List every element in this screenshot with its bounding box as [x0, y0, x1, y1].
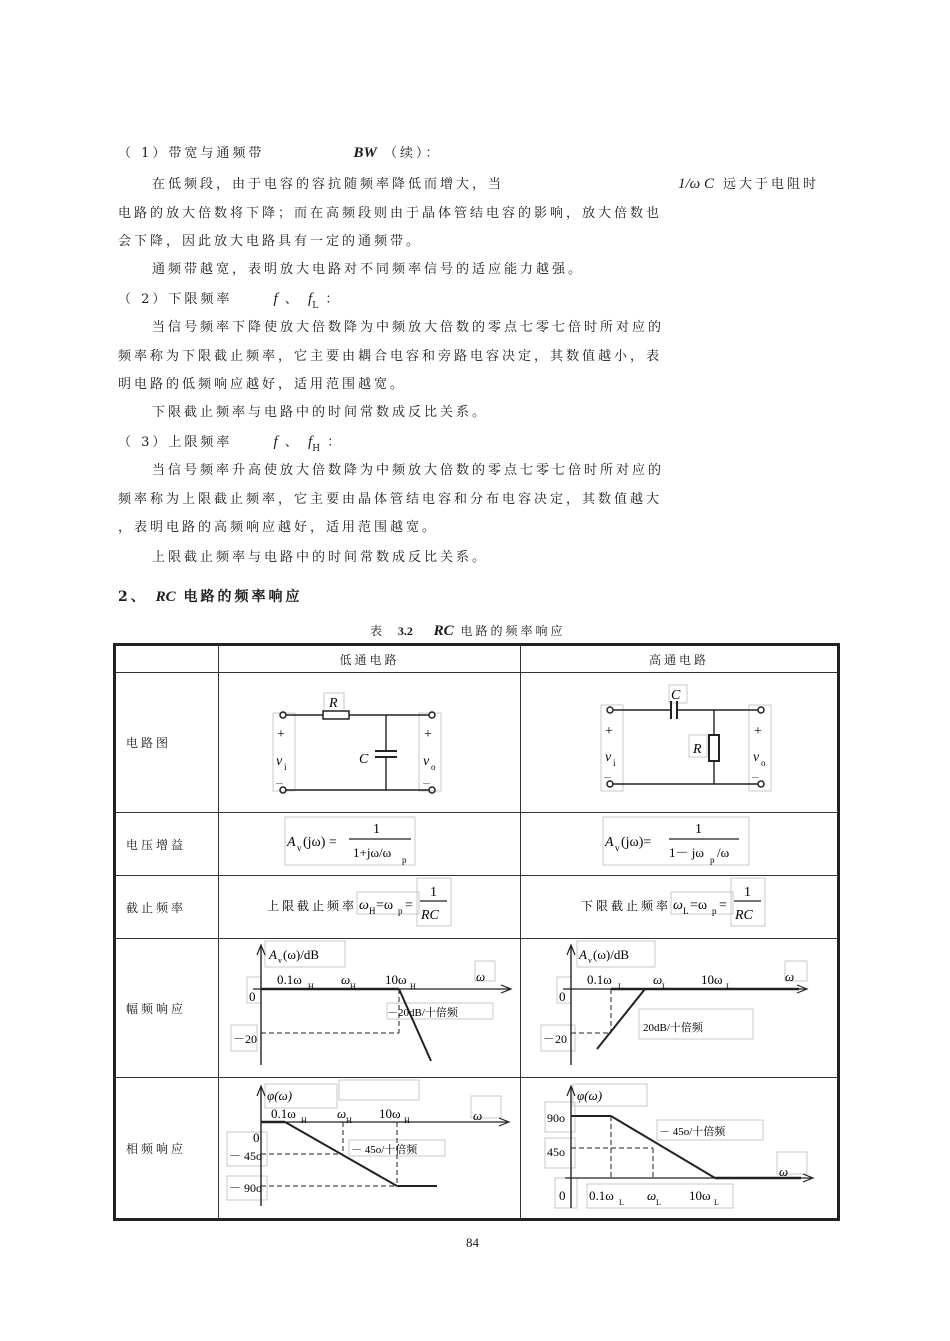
para1-line2: 电路的放大倍数将下降；而在高频段则由于晶体管结电容的影响，放大倍数也 — [118, 206, 663, 221]
hp-mag-t3-sub: L — [726, 982, 731, 991]
hp-cutoff-den: RC — [735, 908, 753, 923]
lp-mag-ylabel-rest: (ω)/dB — [283, 947, 319, 962]
caption-num: 3.2 — [397, 624, 413, 638]
heading-upper-freq-fh: f — [308, 434, 313, 450]
hp-minus-out: － — [751, 773, 761, 783]
hp-minus-in: － — [603, 773, 613, 783]
heading-upper-freq-fh-sub: H — [312, 444, 321, 454]
lp-vi-sub: i — [284, 762, 287, 772]
lp-minus-in: － — [275, 779, 285, 789]
lowpass-mag-plot — [219, 939, 519, 1073]
lp-cutoff-num: 1 — [430, 885, 437, 900]
heading-lower-freq-f: f — [273, 291, 278, 307]
col-lowpass: 低通电路 — [219, 645, 521, 673]
lowpass-phase-plot — [219, 1078, 519, 1214]
hp-cutoff-num: 1 — [744, 885, 751, 900]
lp-mag-xlabel: ω — [476, 969, 486, 984]
lp-phase-slope: － 45o/十倍频 — [351, 1144, 418, 1156]
heading-upper-freq-a: （ 3）上限频率 — [118, 435, 233, 450]
lp-mag-neg: －20 — [233, 1032, 258, 1046]
hp-mag-ylabel: A — [579, 947, 587, 962]
para2-line1: 当信号频率下降使放大倍数降为中频放大倍数的零点七零七倍时所对应的 — [152, 320, 665, 335]
heading-lower-freq-b: ： — [325, 292, 342, 307]
lp-gain-num: 1 — [373, 822, 380, 837]
heading-bandwidth-bw: BW — [353, 145, 377, 161]
lp-phase-t2: ω — [337, 1106, 347, 1121]
lp-phase-m90: － 90o — [229, 1181, 263, 1195]
lp-phase-t3: 10ω — [379, 1106, 401, 1121]
para3-line2: 频率称为上限截止频率，它主要由晶体管结电容和分布电容决定，其数值越大 — [118, 492, 663, 507]
lp-mag-t3-sub: H — [410, 982, 416, 991]
hp-gain-lhs-sub: v — [615, 843, 620, 853]
hp-mag-slope: 20dB/十倍频 — [643, 1022, 703, 1034]
lp-cutoff-w-sub: H — [369, 906, 376, 916]
row-cutoff: 截止频率 — [115, 876, 219, 939]
para2-line2: 频率称为下限截止频率，它主要由耦合电容和旁路电容决定，其数值越小，表 — [118, 349, 663, 364]
para3-line3: ，表明电路的高频响应越好，适用范围越宽。 — [118, 520, 439, 535]
lp-mag-t1-sub: H — [308, 982, 314, 991]
para1-line1-expr: 1/ω C — [678, 176, 715, 192]
hp-gain-num: 1 — [695, 822, 702, 837]
lp-vi: v — [276, 754, 283, 769]
lp-mag-t2: ω — [341, 972, 351, 987]
heading-upper-freq-b: ： — [327, 435, 344, 450]
lp-phase-zero: 0 — [253, 1130, 260, 1145]
hp-mag-xlabel: ω — [785, 969, 795, 984]
lp-mag-slope: －20dB/十倍频 — [387, 1007, 458, 1019]
hp-vo-sub: o — [761, 758, 766, 768]
lowpass-circuit-diagram — [219, 673, 519, 808]
lp-minus-out: － — [422, 779, 432, 789]
caption-b: 电路的频率响应 — [460, 624, 566, 638]
highpass-cutoff-formula — [521, 876, 837, 934]
highpass-gain-formula — [521, 813, 837, 871]
lp-gain-lhs: A — [287, 835, 296, 850]
hp-vo: v — [753, 750, 760, 765]
lp-vo-sub: o — [431, 762, 436, 772]
section2-a: 2、 — [118, 589, 148, 605]
lp-gain-den: 1+jω/ω — [353, 845, 392, 860]
section2-b: 电路的频率响应 — [183, 589, 303, 605]
lowpass-cutoff-formula — [219, 876, 519, 934]
hp-vi: v — [605, 750, 612, 765]
lp-phase-ylabel: φ(ω) — [267, 1088, 293, 1103]
lp-phase-t1-sub: H — [301, 1116, 307, 1125]
hp-gain-den-rest: /ω — [717, 845, 730, 860]
lp-cutoff-w: ω — [359, 898, 369, 913]
lp-cutoff-eq2: = — [405, 898, 413, 913]
lp-phase-t2-sub: H — [346, 1116, 352, 1125]
highpass-mag-cell — [521, 939, 839, 1078]
hp-cutoff-eq: =ω — [690, 898, 708, 913]
lowpass-gain-cell — [219, 813, 521, 876]
lp-mag-ylabel-sub: v — [278, 956, 282, 965]
hp-mag-t3: 10ω — [701, 972, 723, 987]
lp-r-label: R — [329, 696, 338, 711]
hp-phase-t1-sub: L — [619, 1198, 624, 1207]
lp-phase-t1: 0.1ω — [271, 1106, 296, 1121]
highpass-phase-plot — [521, 1078, 837, 1214]
corner-cell — [115, 645, 219, 673]
hp-phase-p90: 90o — [547, 1111, 565, 1125]
lowpass-cutoff-cell — [219, 876, 521, 939]
hp-cutoff-w: ω — [673, 898, 683, 913]
heading-lower-freq-fl: f — [308, 291, 313, 307]
lp-phase-t3-sub: H — [404, 1116, 410, 1125]
hp-phase-t3-sub: L — [714, 1198, 719, 1207]
lp-vo: v — [423, 754, 430, 769]
hp-mag-neg: －20 — [543, 1032, 568, 1046]
caption-rc: RC — [433, 623, 454, 639]
hp-gain-lhs-rest: (jω)= — [621, 835, 652, 850]
highpass-circuit-cell — [521, 673, 839, 813]
hp-mag-zero: 0 — [559, 989, 566, 1004]
hp-gain-lhs: A — [605, 835, 614, 850]
lowpass-phase-cell — [219, 1078, 521, 1220]
hp-plus-out: + — [754, 724, 762, 739]
para3-line4: 上限截止频率与电路中的时间常数成反比关系。 — [152, 550, 489, 565]
hp-gain-den-sub: p — [710, 855, 715, 865]
para2-line4: 下限截止频率与电路中的时间常数成反比关系。 — [152, 405, 489, 420]
table-caption — [370, 623, 566, 639]
heading-upper-freq — [118, 434, 343, 452]
hp-cutoff-eq-sub: p — [712, 906, 717, 916]
hp-phase-t2-sub: L — [656, 1198, 661, 1207]
page-number: 84 — [466, 1235, 479, 1250]
heading-lower-freq-a: （ 2）下限频率 — [118, 292, 233, 307]
heading-lower-sep: 、 — [284, 292, 301, 307]
lp-cutoff-label: 上限截止频率 — [267, 899, 358, 913]
hp-mag-t1-sub: L — [618, 982, 623, 991]
lp-mag-t3: 10ω — [385, 972, 407, 987]
lp-gain-lhs-sub: v — [297, 843, 302, 853]
highpass-cutoff-cell — [521, 876, 839, 939]
para1-line1a: 在低频段，由于电容的容抗随频率降低而增大，当 — [152, 177, 505, 192]
highpass-circuit-diagram — [521, 673, 837, 808]
para1-line3: 会下降，因此放大电路具有一定的通频带。 — [118, 234, 423, 249]
hp-phase-p45: 45o — [547, 1145, 565, 1159]
row-circuit: 电路图 — [115, 673, 219, 813]
caption-a: 表 — [370, 624, 386, 638]
hp-mag-t2-sub: L — [662, 982, 667, 991]
lowpass-circuit-cell — [219, 673, 521, 813]
para3-line1: 当信号频率升高使放大倍数降为中频放大倍数的零点七零七倍时所对应的 — [152, 463, 665, 478]
heading-upper-sep: 、 — [284, 435, 301, 450]
heading-lower-freq — [118, 291, 341, 309]
row-phase: 相频响应 — [115, 1078, 219, 1220]
heading-upper-freq-f: f — [273, 434, 278, 450]
highpass-phase-cell — [521, 1078, 839, 1220]
hp-phase-t1: 0.1ω — [589, 1188, 614, 1203]
lp-mag-t1: 0.1ω — [277, 972, 302, 987]
lowpass-gain-formula — [219, 813, 519, 871]
rc-response-table — [113, 643, 840, 1221]
highpass-gain-cell — [521, 813, 839, 876]
hp-phase-zero: 0 — [559, 1188, 566, 1203]
heading-lower-freq-fl-sub: L — [312, 301, 319, 311]
para1-line1b: 远大于电阻时 — [723, 177, 820, 192]
lowpass-mag-cell — [219, 939, 521, 1078]
hp-c-label: C — [671, 688, 681, 703]
hp-gain-den: 1－ jω — [669, 845, 704, 860]
hp-phase-ylabel: φ(ω) — [577, 1088, 603, 1103]
hp-phase-xlabel: ω — [779, 1164, 789, 1179]
heading-bandwidth-a: （ 1）带宽与通频带 — [118, 146, 265, 161]
hp-phase-slope: － 45o/十倍频 — [659, 1126, 726, 1138]
lp-c-label: C — [359, 752, 369, 767]
hp-mag-t1: 0.1ω — [587, 972, 612, 987]
lp-mag-ylabel: A — [269, 947, 277, 962]
lp-plus-in: + — [277, 727, 285, 742]
hp-plus-in: + — [605, 724, 613, 739]
lp-phase-m45: － 45o — [229, 1149, 263, 1163]
hp-phase-t3: 10ω — [689, 1188, 711, 1203]
lp-mag-zero: 0 — [249, 989, 256, 1004]
highpass-mag-plot — [521, 939, 837, 1073]
hp-cutoff-w-sub: L — [683, 906, 689, 916]
lp-cutoff-eq-sub: p — [398, 906, 403, 916]
heading-bandwidth-b: （续）： — [384, 146, 442, 161]
lp-cutoff-den: RC — [421, 908, 439, 923]
heading-bandwidth — [118, 145, 442, 162]
lp-cutoff-eq: =ω — [376, 898, 394, 913]
hp-mag-t2: ω — [653, 972, 663, 987]
section2-heading — [118, 589, 303, 605]
col-highpass: 高通电路 — [521, 645, 839, 673]
hp-cutoff-eq2: = — [719, 898, 727, 913]
hp-vi-sub: i — [613, 758, 616, 768]
lp-mag-t2-sub: H — [350, 982, 356, 991]
section2-rc: RC — [155, 589, 176, 605]
hp-cutoff-label: 下限截止频率 — [581, 899, 672, 913]
row-mag: 幅频响应 — [115, 939, 219, 1078]
para1-line4: 通频带越宽，表明放大电路对不同频率信号的适应能力越强。 — [152, 262, 585, 277]
lp-phase-xlabel: ω — [473, 1108, 483, 1123]
lp-plus-out: + — [424, 727, 432, 742]
hp-mag-ylabel-sub: v — [588, 956, 592, 965]
hp-phase-t2: ω — [647, 1188, 657, 1203]
hp-r-label: R — [693, 742, 702, 757]
para2-line3: 明电路的低频响应越好，适用范围越宽。 — [118, 377, 407, 392]
lp-gain-lhs-rest: (jω) = — [303, 835, 337, 850]
lp-gain-den-sub: p — [402, 855, 407, 865]
row-gain: 电压增益 — [115, 813, 219, 876]
hp-mag-ylabel-rest: (ω)/dB — [593, 947, 629, 962]
